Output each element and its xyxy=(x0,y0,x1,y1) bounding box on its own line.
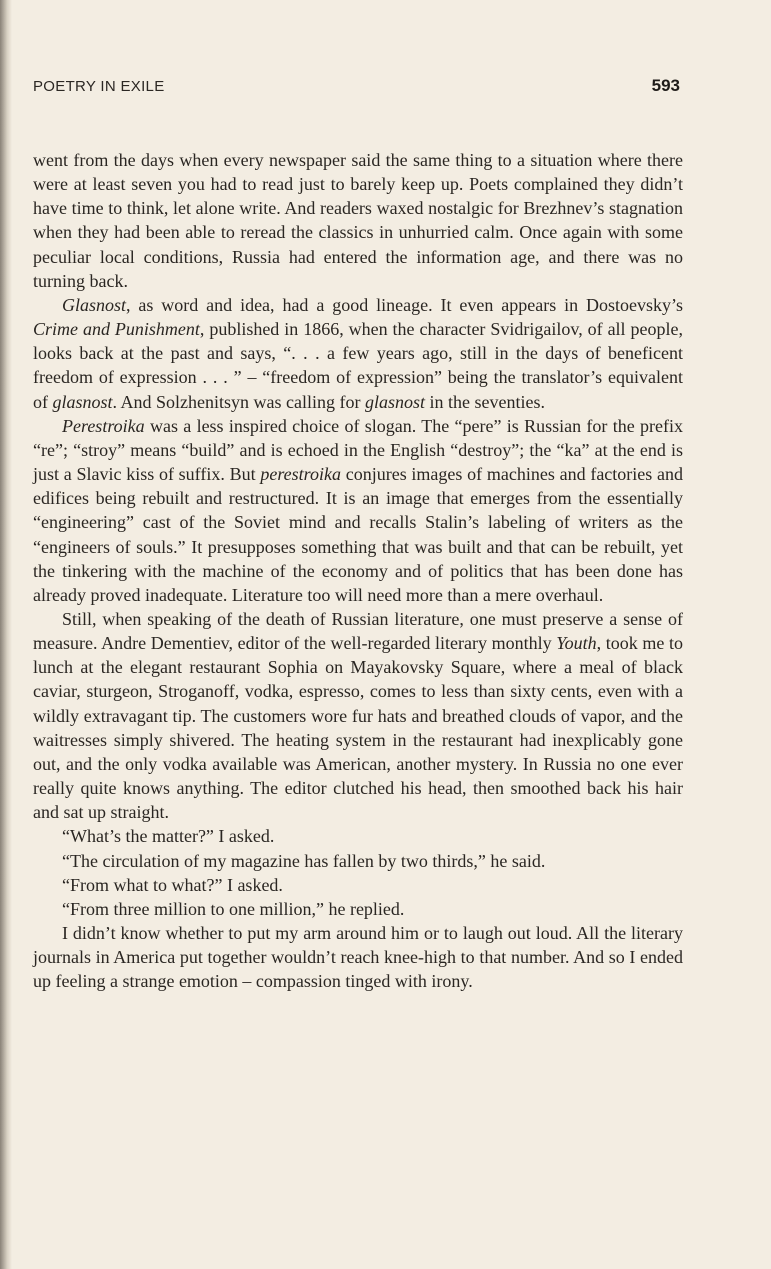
paragraph-5: “What’s the matter?” I asked. xyxy=(62,826,275,847)
italic-magazine-title: Youth xyxy=(556,633,597,654)
text-span: in the seventies. xyxy=(425,391,545,412)
text-span: . And Solzhenitsyn was calling for xyxy=(112,391,365,412)
paragraph-7: “From what to what?” I asked. xyxy=(62,874,283,895)
text-span: conjures images of machines and factories and edifices being rebuilt and restructured. It is an image that emerges from the essentially “engineering” cast of the Soviet mind and recalls Stalin’s labeling of writers as the “engineers of souls.” It presupposes something that was built and that can be rebuilt, yet the tinkering with the machine of the economy and of politics that has been done has already proved inadequate. Literature too will need more than a mere overhaul. xyxy=(33,464,684,605)
text-span: , as word and idea, had a good lineage. It even appears in Dostoevsky’s xyxy=(126,294,683,315)
page-number: 593 xyxy=(651,76,680,95)
running-title: POETRY IN EXILE xyxy=(33,78,165,95)
italic-term: glasnost xyxy=(52,391,113,412)
paragraph-1: went from the days when every newspaper said the same thing to a situation where there were at least seven you had to read just to barely keep up. Poets complained they didn’t have time to think, let alone write. And readers waxed nostalgic for Brezhnev’s stagnation when they had been able to reread the classics in unhurried calm. Once again with some peculiar local conditions, Russia had entered the information age, and there was no turning back. xyxy=(33,150,683,291)
body-text xyxy=(33,148,683,993)
text-span: was a less inspired choice of slogan. The “pere” is Russian for the prefix “re”; “stroy” means “build” and is echoed in the English “destroy”; the “ka” at the end is just a Slavic kiss of suffix. But xyxy=(33,415,683,485)
paragraph-8: “From three million to one million,” he replied. xyxy=(62,898,405,919)
italic-term: Perestroika xyxy=(62,415,145,436)
text-span: , took me to lunch at the elegant restaurant Sophia on Mayakovsky Square, where a meal of black caviar, sturgeon, Stroganoff, vodka, espresso, comes to less than sixty cents, even with a wildly extravagant tip. The customers wore fur hats and breathed clouds of vapor, and the waitresses simply shivered. The heating system in the restaurant had inexplicably gone out, and the only vodka available was American, another mystery. In Russia no one ever really quite knows anything. The editor clutched his head, then smoothed back his hair and sat up straight. xyxy=(33,633,683,823)
italic-term: Glasnost xyxy=(62,294,127,315)
paragraph-9: I didn’t know whether to put my arm around him or to laugh out loud. All the literary journals in America put together wouldn’t reach knee-high to that number. And so I ended up feeling a strange emotion – compassion tinged with irony. xyxy=(33,923,683,992)
paragraph-2 xyxy=(33,293,683,414)
text-span: Still, when speaking of the death of Russian literature, one must preserve a sense of measure. Andre Dementiev, editor of the well-regarded literary monthly xyxy=(33,608,683,654)
italic-term: glasnost xyxy=(364,391,425,412)
paragraph-4 xyxy=(33,607,683,824)
paragraph-6: “The circulation of my magazine has fallen by two thirds,” he said. xyxy=(62,850,546,871)
paragraph-3 xyxy=(33,414,683,607)
running-header xyxy=(33,78,680,102)
text-span: , published in 1866, when the character Svidrigailov, of all people, looks back at the past and says, “. . . a few years ago, still in the days of beneficent freedom of expression . . . ” – “freedom of expression” being the translator’s equivalent of xyxy=(33,319,683,412)
binding-shadow xyxy=(0,0,12,1269)
italic-term: perestroika xyxy=(260,464,341,485)
italic-book-title: Crime and Punishment xyxy=(33,319,200,340)
